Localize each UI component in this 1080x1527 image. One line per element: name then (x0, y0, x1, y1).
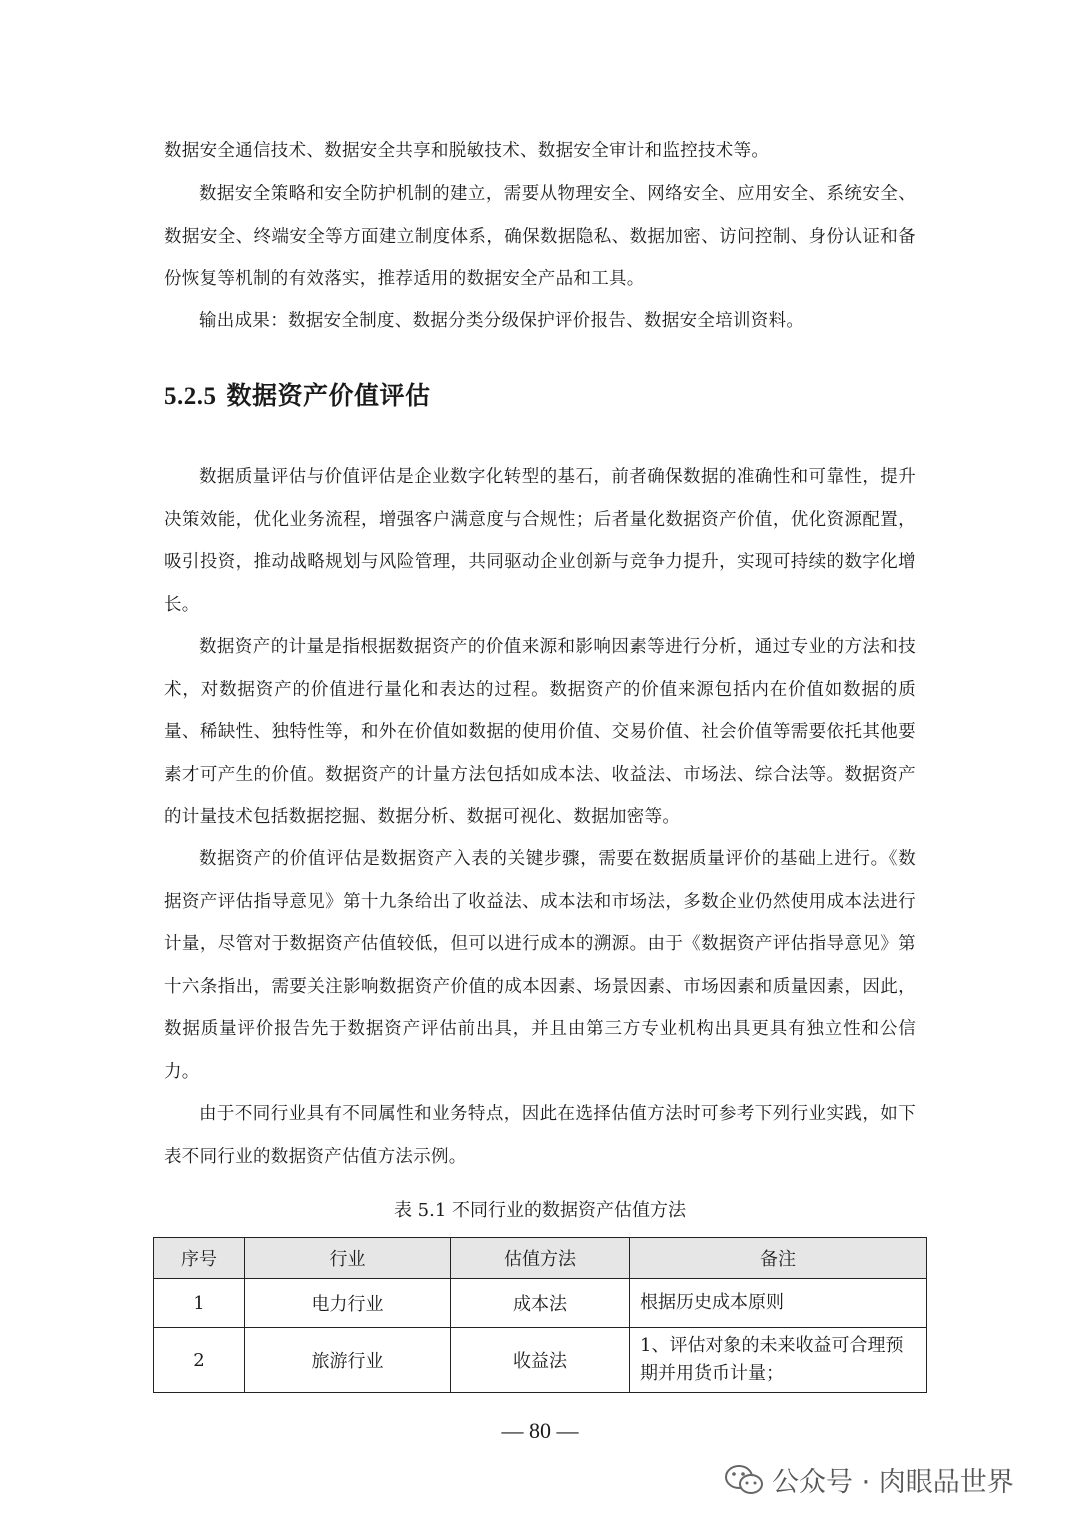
header-industry: 行业 (245, 1238, 451, 1279)
paragraph-3: 输出成果：数据安全制度、数据分类分级保护评价报告、数据安全培训资料。 (199, 311, 805, 331)
section-title: 数据资产价值评估 (226, 381, 431, 410)
section-number: 5.2.5 (164, 383, 217, 410)
table-header-row (154, 1238, 927, 1279)
cell-index: 1 (154, 1279, 245, 1328)
watermark (724, 1460, 1014, 1499)
paragraph-7: 由于不同行业具有不同属性和业务特点，因此在选择估值方法时可参考下列行业实践，如下表不同行业的数据资产估值方法示例。 (164, 1104, 916, 1167)
wechat-icon (724, 1463, 764, 1497)
watermark-text: 公众号 · 肉眼品世界 (772, 1467, 1014, 1498)
paragraph-2: 数据安全策略和安全防护机制的建立，需要从物理安全、网络安全、应用安全、系统安全、数据安全、终端安全等方面建立制度体系，确保数据隐私、数据加密、访问控制、身份认证和备份恢复等机制的有效落实，推荐适用的数据安全产品和工具。 (164, 184, 916, 289)
cell-industry: 旅游行业 (245, 1328, 451, 1393)
cell-industry: 电力行业 (245, 1279, 451, 1328)
cell-notes: 根据历史成本原则 (630, 1279, 927, 1328)
header-index: 序号 (154, 1238, 245, 1279)
cell-method: 成本法 (451, 1279, 630, 1328)
header-notes: 备注 (630, 1238, 927, 1279)
section-heading (164, 376, 431, 412)
paragraph-5: 数据资产的计量是指根据数据资产的价值来源和影响因素等进行分析，通过专业的方法和技术，对数据资产的价值进行量化和表达的过程。数据资产的价值来源包括内在价值如数据的质量、稀缺性、独特性等，和外在价值如数据的使用价值、交易价值、社会价值等需要依托其他要素才可产生的价值。数据资产的计量方法包括如成本法、收益法、市场法、综合法等。数据资产的计量技术包括数据挖掘、数据分析、数据可视化、数据加密等。 (164, 637, 916, 827)
paragraph-1: 数据安全通信技术、数据安全共享和脱敏技术、数据安全审计和监控技术等。 (164, 141, 770, 161)
page-number: — 80 — (501, 1418, 579, 1443)
valuation-table (153, 1237, 927, 1393)
table-row (154, 1279, 927, 1328)
paragraph-4: 数据质量评估与价值评估是企业数字化转型的基石，前者确保数据的准确性和可靠性，提升决策效能，优化业务流程，增强客户满意度与合规性；后者量化数据资产价值，优化资源配置，吸引投资，推动战略规划与风险管理，共同驱动企业创新与竞争力提升，实现可持续的数字化增长。 (164, 467, 916, 615)
paragraph-6: 数据资产的价值评估是数据资产入表的关键步骤，需要在数据质量评价的基础上进行。《数据资产评估指导意见》第十九条给出了收益法、成本法和市场法，多数企业仍然使用成本法进行计量，尽管对于数据资产估值较低，但可以进行成本的溯源。由于《数据资产评估指导意见》第十六条指出，需要关注影响数据资产价值的成本因素、场景因素、市场因素和质量因素，因此，数据质量评价报告先于数据资产评估前出具，并且由第三方专业机构出具更具有独立性和公信力。 (164, 849, 916, 1082)
header-method: 估值方法 (451, 1238, 630, 1279)
cell-method: 收益法 (451, 1328, 630, 1393)
table-row (154, 1328, 927, 1393)
table-caption: 表 5.1 不同行业的数据资产估值方法 (393, 1200, 687, 1221)
cell-index: 2 (154, 1328, 245, 1393)
cell-notes: 1、评估对象的未来收益可合理预期并用货币计量； (630, 1328, 927, 1393)
